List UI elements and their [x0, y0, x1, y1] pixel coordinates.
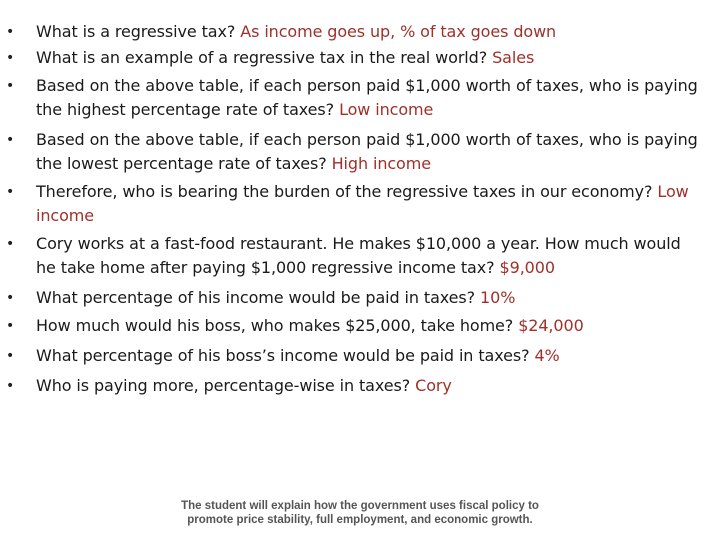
question-text: Based on the above table, if each person paid $1,000 worth of taxes, who is paying the highest percentage rate of taxes?: [36, 76, 698, 119]
question-3: [6, 74, 700, 122]
answer-text: Cory: [415, 376, 452, 395]
question-4: [6, 128, 700, 176]
answer-text: High income: [331, 154, 431, 173]
answer-text: $9,000: [499, 258, 555, 277]
bullet: •: [6, 24, 15, 40]
question-text: Cory works at a fast-food restaurant. He makes $10,000 a year. How much would he take home after paying $1,000 regressive income tax?: [36, 234, 681, 277]
question-7: [6, 286, 700, 310]
question-text: What is a regressive tax?: [36, 22, 236, 41]
question-10: [6, 374, 700, 398]
question-8: [6, 314, 700, 338]
question-text: What percentage of his boss’s income would be paid in taxes?: [36, 346, 530, 365]
bullet: •: [6, 236, 15, 252]
question-text: What is an example of a regressive tax in the real world?: [36, 48, 488, 67]
answer-text: 4%: [534, 346, 560, 365]
bullet: •: [6, 184, 15, 200]
bullet: •: [6, 318, 15, 334]
answer-text: $24,000: [518, 316, 584, 335]
bullet: •: [6, 78, 15, 94]
answer-text: As income goes up, % of tax goes down: [240, 22, 557, 41]
question-5: [6, 180, 700, 228]
answer-text: Low income: [339, 100, 434, 119]
bullet: •: [6, 290, 15, 306]
answer-text: 10%: [480, 288, 516, 307]
question-9: [6, 344, 700, 368]
question-text: Based on the above table, if each person paid $1,000 worth of taxes, who is paying the lowest percentage rate of taxes?: [36, 130, 698, 173]
footer-standard: [120, 499, 600, 527]
footer-line-2: promote price stability, full employment, and economic growth.: [187, 514, 533, 526]
bullet: •: [6, 348, 15, 364]
question-text: Who is paying more, percentage-wise in taxes?: [36, 376, 411, 395]
bullet: •: [6, 378, 15, 394]
question-2: [6, 46, 700, 70]
bullet: •: [6, 50, 15, 66]
question-text: What percentage of his income would be paid in taxes?: [36, 288, 476, 307]
answer-text: Sales: [492, 48, 535, 67]
footer-line-1: The student will explain how the government uses fiscal policy to: [181, 500, 539, 512]
bullet: •: [6, 132, 15, 148]
answer-text: Low income: [36, 182, 689, 225]
question-text: How much would his boss, who makes $25,000, take home?: [36, 316, 514, 335]
question-text: Therefore, who is bearing the burden of the regressive taxes in our economy?: [36, 182, 653, 201]
question-1: [6, 20, 700, 44]
question-6: [6, 232, 700, 280]
